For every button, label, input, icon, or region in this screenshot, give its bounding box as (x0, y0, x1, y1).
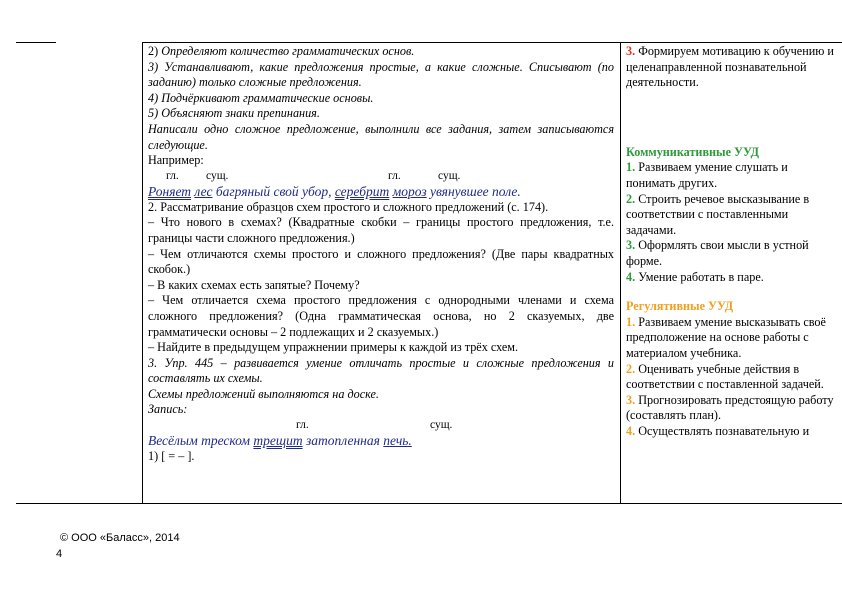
uud-item (626, 238, 838, 269)
table-top-border (142, 42, 842, 43)
sentence-part: Весёлым треском (148, 433, 254, 449)
subject: лес (194, 183, 213, 199)
example-sentence (148, 183, 614, 200)
item-text: Формируем мотивацию к обучению и целенаправленной познавательной деятельности. (626, 44, 834, 90)
sentence-part: увянувшее поле. (426, 183, 521, 199)
scheme-line: 1) [ = – ]. (148, 449, 195, 464)
step-text: Определяют количество грамматических основ. (161, 44, 415, 58)
page-number: 4 (56, 548, 63, 560)
mark-noun: сущ. (430, 419, 453, 432)
uud-item (626, 44, 838, 91)
predicate: трещит (253, 433, 303, 449)
item-number: 3. (626, 392, 636, 407)
regulative-header: Регулятивные УУД (626, 299, 734, 314)
step-line: 2. Рассматривание образцов схем простого и сложного предложений (с. 174). (148, 199, 549, 214)
item-number: 1. (626, 160, 636, 175)
table-bottom-border (16, 503, 842, 504)
step-line: – Чем отличается схема простого предложения с однородными членами и схема сложного предложения? (Одна грамматическая основа, но 2 сказуемых, две грамматически основы – 2 подлежащих и 2 сказуемых.) (148, 293, 614, 339)
step-line: 4) Подчёркивают грамматические основы. (148, 90, 374, 105)
grammar-marks (148, 418, 614, 432)
item-number: 3. (626, 44, 636, 58)
copyright: © ООО «Баласс», 2014 (60, 532, 180, 544)
item-text: Осуществлять познавательную и (635, 423, 810, 438)
subject: мороз (392, 183, 427, 199)
sentence-part: затопленная (302, 433, 384, 449)
item-number: 2. (626, 361, 636, 376)
item-text: Оценивать учебные действия в соответствии с поставленной задачей. (626, 361, 824, 392)
table-top-border-left (16, 42, 56, 43)
uud-item (626, 424, 838, 440)
grammar-marks (148, 169, 614, 183)
column-divider-2 (620, 42, 621, 504)
mark-noun: сущ. (438, 169, 461, 182)
column-divider-1 (142, 42, 143, 504)
mark-noun: сущ. (206, 169, 229, 182)
mark-verb: гл. (388, 169, 401, 182)
predicate: Роняет (148, 183, 192, 199)
item-text: Оформлять свои мысли в устной форме. (626, 238, 809, 268)
mark-verb: гл. (166, 169, 179, 182)
uud-item (626, 393, 838, 424)
record-label: Запись: (148, 402, 188, 417)
item-text: Строить речевое высказывание в соответствии с поставленными задачами. (626, 191, 810, 237)
item-number: 1. (626, 314, 636, 329)
record-sentence (148, 432, 614, 449)
communicative-header: Коммуникативные УУД (626, 144, 760, 159)
uud-item (626, 315, 838, 362)
item-number: 3. (626, 238, 636, 253)
item-text: Прогнозировать предстоящую работу (составлять план). (626, 392, 834, 423)
uud-item (626, 362, 838, 393)
uud-item (626, 270, 838, 286)
step-line: – Найдите в предыдущем упражнении примеры к каждой из трёх схем. (148, 340, 519, 355)
step-line: 3) Устанавливают, какие предложения простые, а какие сложные. Списывают (по заданию) только сложные предложения. (148, 59, 614, 90)
item-text: Развиваем умение высказывать своё предположение на основе работы с материалом учебника. (626, 314, 826, 360)
mark-verb: гл. (296, 419, 309, 432)
step-line: 3. Упр. 445 – развивается умение отличать простые и сложные предложения и составлять их схемы. (148, 355, 614, 386)
step-line: Написали одно сложное предложение, выполнили все задания, затем записываются следующие. (148, 121, 614, 152)
step-line: – Что нового в схемах? (Квадратные скобки – границы простого предложения, т.е. границы части сложного предложения.) (148, 215, 614, 245)
uud-column (626, 44, 838, 439)
sentence-part: багряный свой убор, (212, 183, 335, 199)
item-text: Умение работать в паре. (635, 269, 764, 284)
lesson-steps-column (148, 44, 614, 465)
item-number: 4. (626, 269, 636, 284)
item-text: Развиваем умение слушать и понимать других. (626, 160, 788, 190)
step-line: – Чем отличаются схемы простого и сложного предложения? (Две пары квадратных скобок.) (148, 246, 614, 277)
uud-item (626, 192, 838, 239)
subject: печь. (383, 433, 412, 449)
step-line: 5) Объясняют знаки препинания. (148, 106, 320, 121)
example-label: Например: (148, 153, 204, 168)
step-line: Схемы предложений выполняются на доске. (148, 386, 379, 401)
step-line: – В каких схемах есть запятые? Почему? (148, 277, 360, 292)
item-number: 2. (626, 191, 636, 206)
item-number: 4. (626, 423, 636, 438)
uud-item (626, 160, 838, 191)
predicate: серебрит (334, 183, 390, 199)
step-line: 2) Определяют количество грамматических основ. (148, 44, 415, 58)
